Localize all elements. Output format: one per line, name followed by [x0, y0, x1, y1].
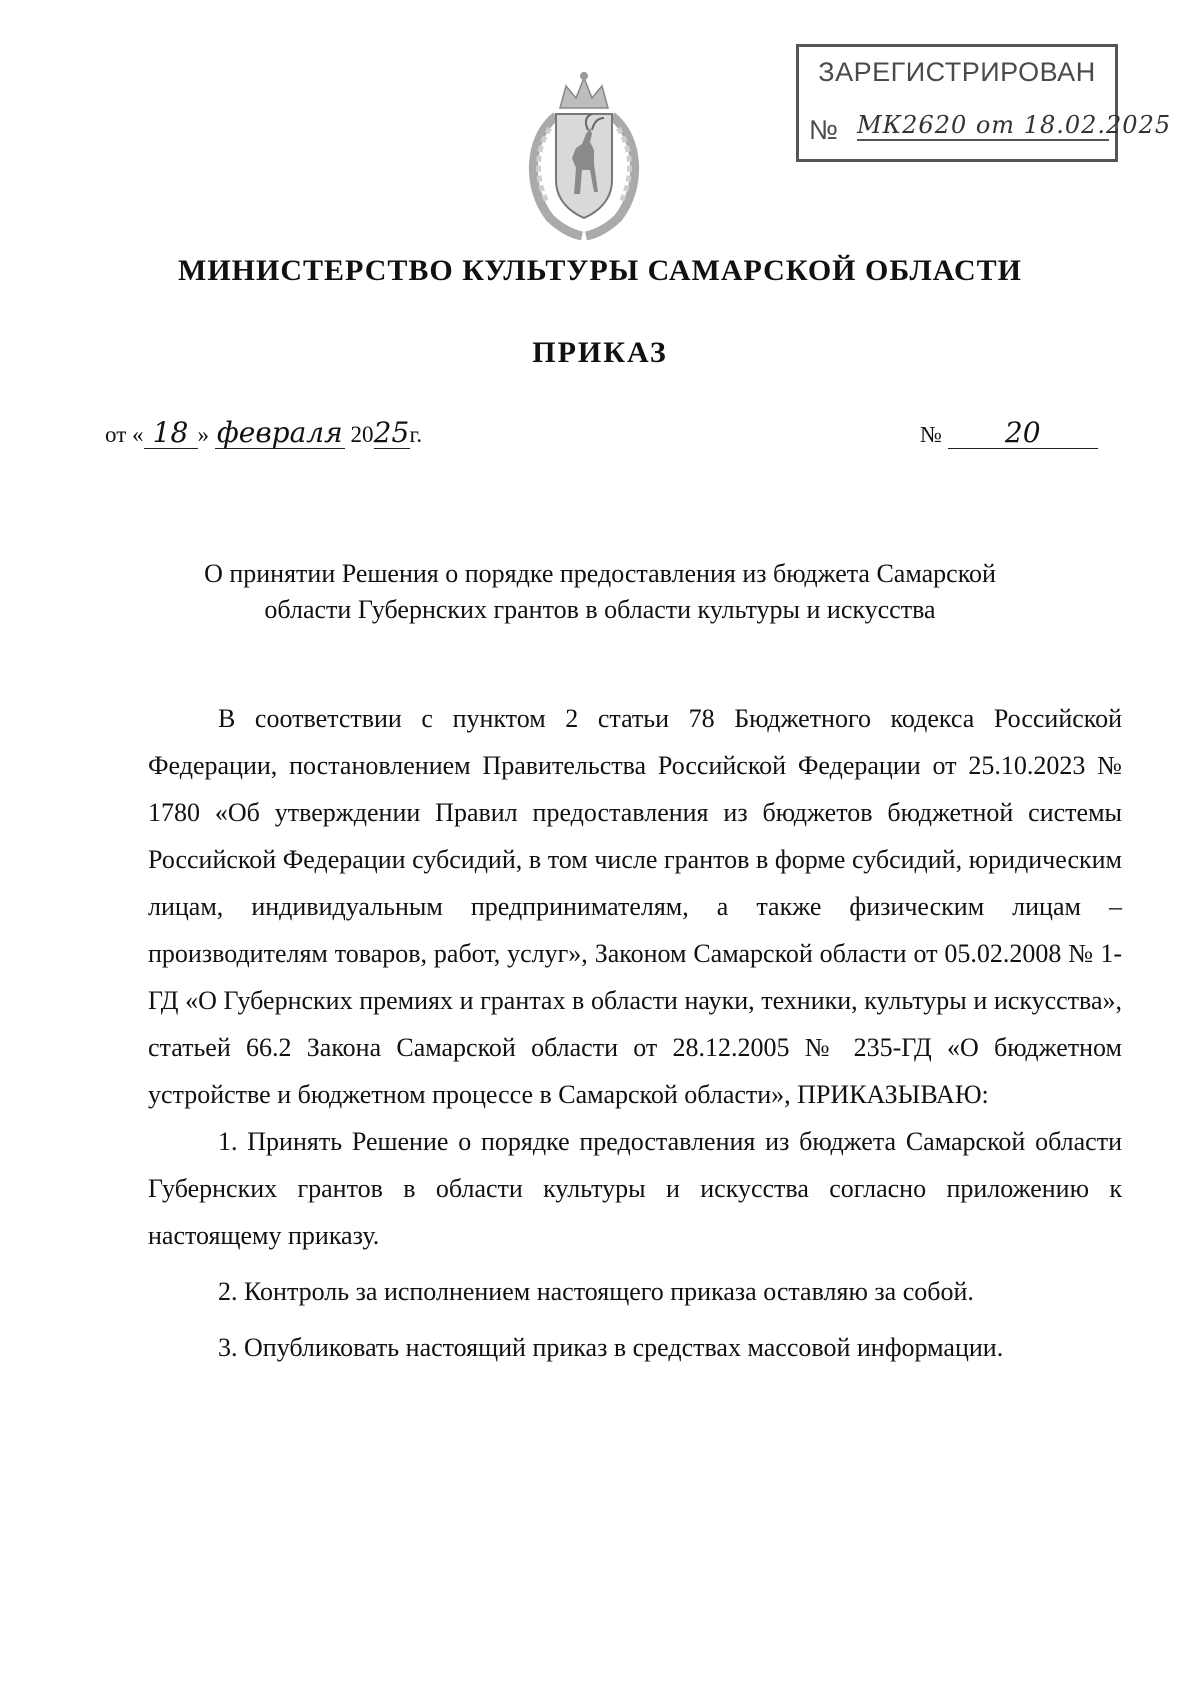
- order-number-label: №: [920, 422, 942, 447]
- subject-line-2: области Губернских грантов в области культуры и искусства: [264, 595, 936, 624]
- date-year-unit: г.: [409, 422, 423, 447]
- date-month: февраля: [215, 418, 345, 449]
- date-line: [105, 418, 422, 449]
- document-type: ПРИКАЗ: [532, 336, 668, 369]
- ministry-title: МИНИСТЕРСТВО КУЛЬТУРЫ САМАРСКОЙ ОБЛАСТИ: [178, 254, 1022, 287]
- date-year-suffix: 25: [373, 416, 410, 449]
- preamble-paragraph: В соответствии с пунктом 2 статьи 78 Бюджетного кодекса Российской Федерации, постановлением Правительства Российской Федерации от 25.10.2023 № 1780 «Об утверждении Правил предоставления из бюджетов бюджетной системы Российской Федерации субсидий, в том числе грантов в форме субсидий, юридическим лицам, индивидуальным предпринимателям, а также физическим лицам – производителям товаров, работ, услуг», Законом Самарской области от 05.02.2008 № 1-ГД «О Губернских премиях и грантах в области науки, техники, культуры и искусства», статьей 66.2 Закона Самарской области от 28.12.2005 № 235-ГД «О бюджетном устройстве и бюджетном процессе в Самарской области», ПРИКАЗЫВАЮ:: [148, 704, 1122, 1109]
- stamp-number-label: №: [809, 115, 838, 145]
- date-from-label: от «: [105, 422, 144, 447]
- date-day: 18: [144, 418, 198, 449]
- date-close-quote: »: [197, 422, 209, 447]
- order-number-line: [920, 418, 1098, 449]
- item-1-paragraph: 1. Принять Решение о порядке предоставления из бюджета Самарской области Губернских грантов в области культуры и искусства согласно приложению к настоящему приказу.: [148, 1127, 1122, 1250]
- stamp-handwritten-number: МК2620 от 18.02.2025: [857, 111, 1172, 139]
- date-year-prefix: 20: [350, 422, 374, 447]
- item-2-paragraph: 2. Контроль за исполнением настоящего приказа оставляю за собой.: [218, 1277, 974, 1306]
- item-3-paragraph: 3. Опубликовать настоящий приказ в средствах массовой информации.: [218, 1333, 1004, 1362]
- document-body: [148, 695, 1122, 1371]
- subject-line-1: О принятии Решения о порядке предоставления из бюджета Самарской: [204, 559, 996, 588]
- order-number: 20: [948, 418, 1098, 449]
- stamp-title: ЗАРЕГИСТРИРОВАН: [818, 57, 1096, 87]
- registration-stamp: [796, 44, 1172, 162]
- document-subject: [0, 556, 1200, 628]
- coat-of-arms-icon: [520, 68, 648, 240]
